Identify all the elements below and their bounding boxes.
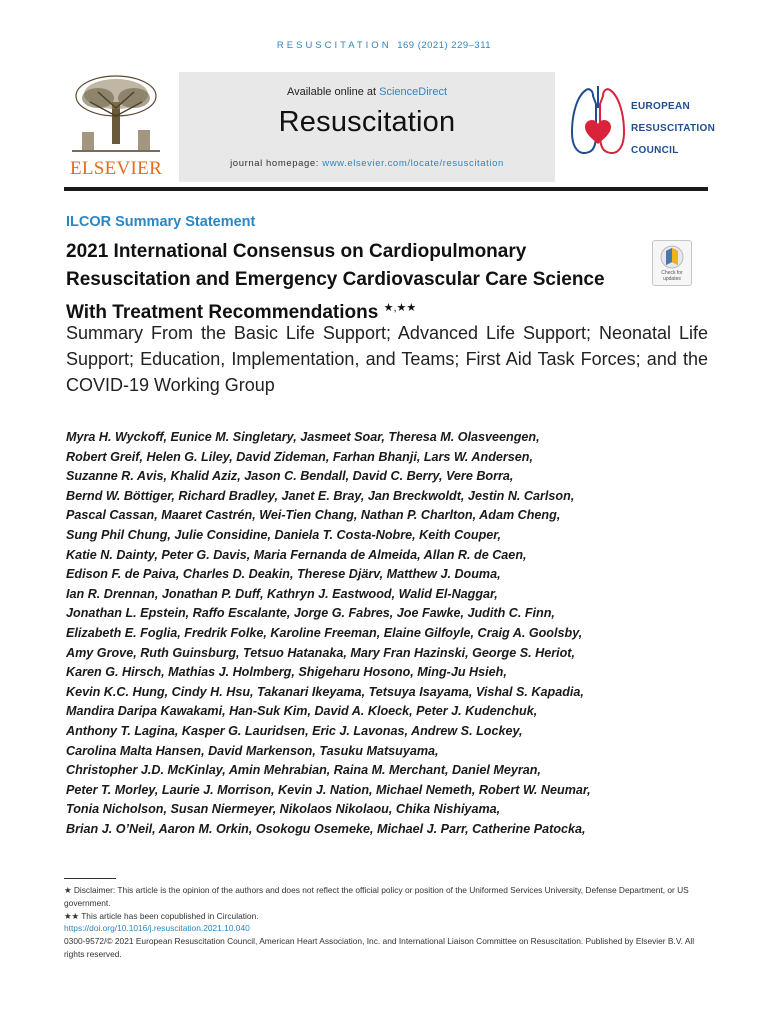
masthead [64,72,716,188]
sciencedirect-link[interactable]: ScienceDirect [379,86,447,98]
author-list [66,428,711,839]
article-title-text: 2021 International Consensus on Cardiopulmonary Resuscitation and Emergency Cardiovascular Care Science With Treatment Recommendations [66,241,605,323]
author-line: Sung Phil Chung, Julie Considine, Daniela T. Costa-Nobre, Keith Couper, [66,527,501,542]
erc-line: COUNCIL [631,145,679,156]
author-line: Bernd W. Böttiger, Richard Bradley, Janet E. Bray, Jan Breckwoldt, Jestin N. Carlson, [66,488,575,503]
author-line: Anthony T. Lagina, Kasper G. Lauridsen, Eric J. Lavonas, Andrew S. Lockey, [66,723,523,738]
author-line: Elizabeth E. Foglia, Fredrik Folke, Karoline Freeman, Elaine Gilfoyle, Craig A. Goolsby, [66,625,583,640]
doi-link[interactable]: https://doi.org/10.1016/j.resuscitation.2021.10.040 [64,923,250,934]
check-for-updates-label: Check for updates [661,270,683,282]
author-line: Edison F. de Paiva, Charles D. Deakin, Therese Djärv, Matthew J. Douma, [66,567,501,582]
author-line: Christopher J.D. McKinlay, Amin Mehrabian, Raina M. Merchant, Daniel Meyran, [66,763,541,778]
author-line: Peter T. Morley, Laurie J. Morrison, Kevin J. Nation, Michael Nemeth, Robert W. Neumar, [66,782,591,797]
erc-logo[interactable] [569,82,716,172]
erc-wordmark [631,96,715,162]
article-subtitle: Summary From the Basic Life Support; Advanced Life Support; Neonatal Life Support; Education, Implementation, and Teams; First Aid Task Forces; and the COVID-19 Working Group [66,323,708,395]
author-line: Mandira Daripa Kawakami, Han-Suk Kim, David A. Kloeck, Peter J. Kudenchuk, [66,704,538,719]
author-line: Ian R. Drennan, Jonathan P. Duff, Kathryn J. Eastwood, Walid El-Naggar, [66,586,498,601]
author-line: Myra H. Wyckoff, Eunice M. Singletary, Jasmeet Soar, Theresa M. Olasveengen, [66,430,540,444]
article-title [66,238,646,327]
journal-title: Resuscitation [278,106,456,138]
erc-line: RESUSCITATION [631,123,716,134]
footnote-divider [64,878,116,879]
homepage-label: journal homepage: [230,158,323,169]
masthead-divider [64,187,708,191]
author-line: Carolina Malta Hansen, David Markenson, Tasuku Matsuyama, [66,743,439,758]
publisher-wordmark: ELSEVIER [69,158,163,179]
author-line: Pascal Cassan, Maaret Castrén, Wei-Tien Chang, Nathan P. Charlton, Adam Cheng, [66,508,561,523]
copyright-notice: 0300-9572/© 2021 European Resuscitation Council, American Heart Association, Inc. and International Liaison Committee on Resuscitation. Published by Elsevier B.V. All rights reserved. [64,936,695,959]
check-for-updates-icon [653,243,691,273]
running-head [0,40,768,51]
author-line: Brian J. O’Neil, Aaron M. Orkin, Osokogu Osemeke, Michael J. Parr, Catherine Patocka, [66,821,586,836]
elsevier-tree-icon [68,72,164,154]
available-online-label: Available online at [286,86,380,98]
journal-header-box [179,72,555,182]
available-online [179,86,555,98]
running-head-journal: RESUSCITATION [276,40,392,51]
footnote-copublished: ★★ This article has been copublished in Circulation. [64,910,259,921]
erc-line: EUROPEAN [631,101,691,112]
elsevier-logo[interactable] [64,72,168,182]
author-line: Tonia Nicholson, Susan Niermeyer, Nikolaos Nikolaou, Chika Nishiyama, [66,802,501,817]
lungs-heart-icon [569,86,627,166]
homepage-link[interactable]: www.elsevier.com/locate/resuscitation [322,158,504,169]
footnotes [64,884,714,961]
author-line: Karen G. Hirsch, Mathias J. Holmberg, Shigeharu Hosono, Ming-Ju Hsieh, [66,665,507,680]
author-line: Katie N. Dainty, Peter G. Davis, Maria Fernanda de Almeida, Allan R. de Caen, [66,547,527,562]
check-for-updates-button[interactable] [652,240,692,286]
title-footnote-marks[interactable]: ★,★★ [383,302,417,314]
journal-homepage [179,158,555,169]
author-line: Jonathan L. Epstein, Raffo Escalante, Jorge G. Fabres, Joe Fawke, Judith C. Finn, [66,606,555,621]
article-type: ILCOR Summary Statement [66,214,256,230]
author-line: Kevin K.C. Hung, Cindy H. Hsu, Takanari Ikeyama, Tetsuya Isayama, Vishal S. Kapadia, [66,684,584,699]
author-line: Amy Grove, Ruth Guinsburg, Tetsuo Hatanaka, Mary Fran Hazinski, George S. Heriot, [66,645,575,660]
running-head-volume: 169 (2021) 229–311 [397,40,492,51]
author-line: Suzanne R. Avis, Khalid Aziz, Jason C. Bendall, David C. Berry, Vere Borra, [66,469,514,484]
footnote-disclaimer: ★ Disclaimer: This article is the opinion of the authors and does not reflect the official policy or position of the Uniformed Services University, Defense Department, or US government. [64,885,689,908]
author-line: Robert Greif, Helen G. Liley, David Zideman, Farhan Bhanji, Lars W. Andersen, [66,449,533,464]
